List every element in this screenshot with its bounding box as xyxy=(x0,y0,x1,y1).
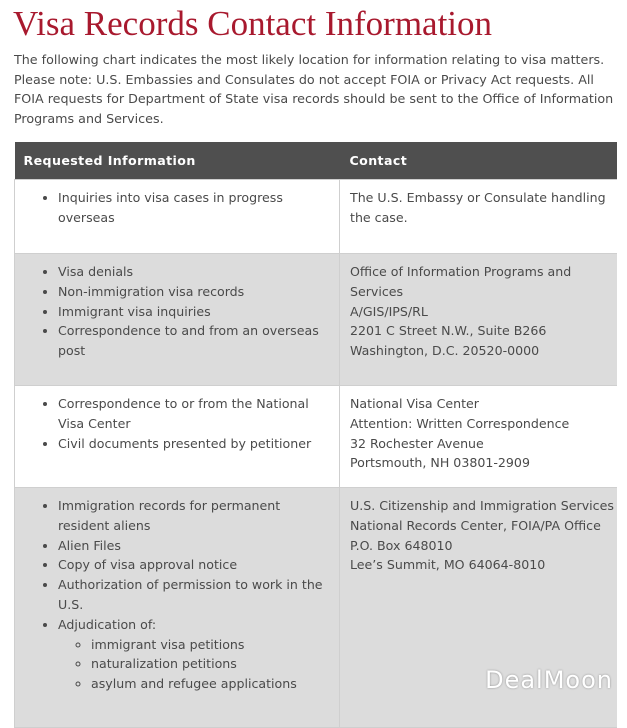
list-item: • Authorization of permission to work in the U.S. xyxy=(58,575,331,615)
contact-cell xyxy=(340,386,617,488)
table-row xyxy=(15,386,617,488)
contact-cell xyxy=(340,180,617,254)
requested-list xyxy=(15,262,331,361)
contact-line: National Visa Center xyxy=(350,396,479,411)
sub-list-item: ◦ naturalization petitions xyxy=(91,654,331,674)
header-requested-information: Requested Information xyxy=(15,142,340,180)
contact-line: Office of Information Programs and Services xyxy=(350,264,572,299)
list-item: • Visa denials xyxy=(58,262,331,282)
header-contact: Contact xyxy=(340,142,617,180)
contact-line: Attention: Written Correspondence xyxy=(350,415,570,431)
list-item: • Copy of visa approval notice xyxy=(58,555,331,575)
list-item xyxy=(58,615,331,694)
requested-cell xyxy=(15,386,340,488)
sub-list-item: ◦ immigrant visa petitions xyxy=(91,635,331,655)
requested-list xyxy=(15,188,331,228)
requested-list xyxy=(15,394,331,453)
visa-records-table xyxy=(14,142,617,728)
list-item: • Immigration records for permanent resident aliens xyxy=(58,496,331,536)
contact-line: Washington, D.C. 20520-0000 xyxy=(350,343,540,359)
sub-list-item: ◦ asylum and refugee applications xyxy=(91,674,331,694)
contact-line: A/GIS/IPS/RL xyxy=(350,303,428,319)
list-item-label: Adjudication of: xyxy=(58,616,157,632)
requested-cell xyxy=(15,488,340,728)
contact-text: The U.S. Embassy or Consulate handling the case. xyxy=(350,190,606,225)
table-header-row xyxy=(15,142,617,180)
page-title: Visa Records Contact Information xyxy=(13,4,493,43)
contact-cell xyxy=(340,254,617,386)
intro-paragraph: The following chart indicates the most likely location for information relating to visa matters. Please note: U.S. Embassies and Consulates do not accept FOIA or Privacy Act requests. All FOIA requests for Department of State visa records should be sent to the Office of Information Programs and Services. xyxy=(14,52,614,126)
list-item: • Non-immigration visa records xyxy=(58,282,331,302)
contact-line: 32 Rochester Avenue xyxy=(350,435,484,451)
list-item: • Alien Files xyxy=(58,536,331,556)
contact-line: 2201 C Street N.W., Suite B266 xyxy=(350,323,547,339)
list-item: • Correspondence to or from the National Visa Center xyxy=(58,394,331,434)
contact-line: P.O. Box 648010 xyxy=(350,537,453,553)
contact-line: Lee’s Summit, MO 64064-8010 xyxy=(350,557,546,573)
list-item: • Inquiries into visa cases in progress overseas xyxy=(58,188,331,228)
list-item: • Correspondence to and from an overseas post xyxy=(58,321,331,361)
table-row xyxy=(15,254,617,386)
requested-cell xyxy=(15,180,340,254)
list-item: • Civil documents presented by petitioner xyxy=(58,434,331,454)
table-row xyxy=(15,180,617,254)
contact-line: U.S. Citizenship and Immigration Services xyxy=(350,498,614,513)
contact-line: National Records Center, FOIA/PA Office xyxy=(350,517,601,533)
requested-cell xyxy=(15,254,340,386)
list-item: • Immigrant visa inquiries xyxy=(58,302,331,322)
watermark-logo: DealMoon xyxy=(485,666,613,694)
contact-line: Portsmouth, NH 03801-2909 xyxy=(350,455,530,471)
requested-list xyxy=(15,496,331,694)
sub-list xyxy=(58,635,331,694)
